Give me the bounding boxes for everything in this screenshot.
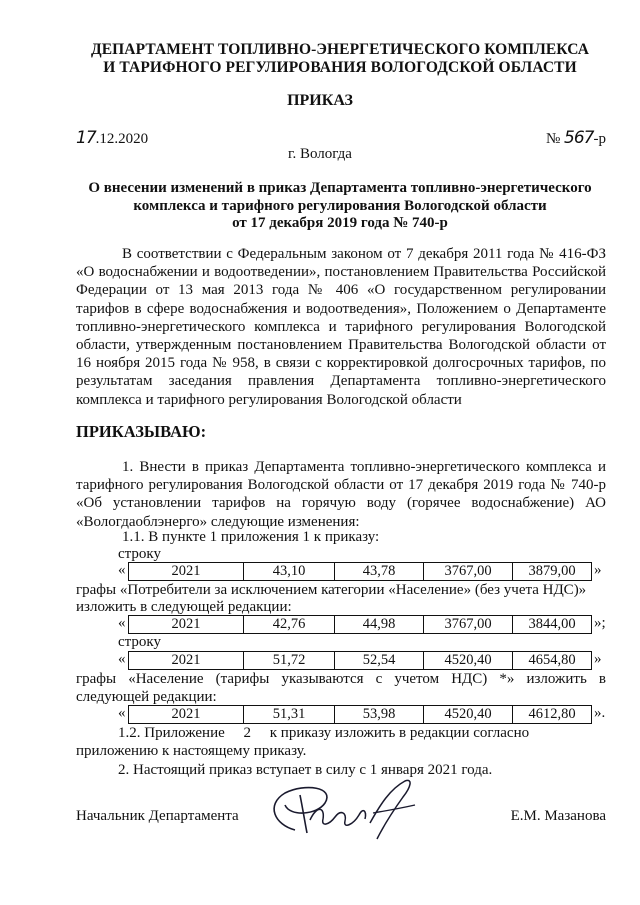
preamble-paragraph: В соответствии с Федеральным законом от 7 декабря 2011 года № 416-ФЗ «О водоснабжении и водоотведении», постановлением Правительства Российской Федерации от 13 мая 2013 года № 406 «О государственном регулировании тарифов в сфере водоснабжения и водоотведения», Положением о Департаменте топливно-энергетического комплекса и тарифного регулирования Вологодской области, утвержденным постановлением Правительства Вологодской области от 16 ноября 2015 года № 958, в связи с корректировкой долгосрочных тарифов, по результатам заседания правления Департамента топливно-энергетического комплекса и тарифного регулирования Вологодской области — [76, 246, 606, 408]
cell-value: 52,54 — [335, 652, 424, 669]
cell-value: 4654,80 — [528, 652, 576, 668]
cell-value: 43,78 — [335, 563, 424, 580]
item-2: 2. Настоящий приказ вступает в силу с 1 января 2021 года. — [118, 762, 493, 778]
cell-value: 4520,40 — [424, 706, 513, 723]
document-page: ДЕПАРТАМЕНТ ТОПЛИВНО-ЭНЕРГЕТИЧЕСКОГО КОМПЛЕКСА И ТАРИФНОГО РЕГУЛИРОВАНИЯ ВОЛОГОДСКОЙ ОБЛАСТИ ПРИКАЗ 17.12.2020 № 567-р г. Вологда О внесении изменений в приказ Департамента топливно-энергетического комплекса и тарифного регулирования Вологодской области от 17 декабря 2019 года № 740-р В соответствии с Федеральным законом от 7 декабря 2011 года № 416-ФЗ «О водоснабжении и водоотведении», постановлением Правительства Российской Федерации от 13 мая 2013 года № 406 «О государственном регулировании тарифов в сфере водоснабжения и водоотведения», Положением о Департаменте топливно-энергетического комплекса и тарифного регулирования Вологодской области, утвержденным постановлением Правительства Вологодской области от 16 ноября 2015 года № 958, в связи с корректировкой долгосрочных тарифов, по результатам заседания правления Департамента топливно-энергетического комплекса и тарифного регулирования Вологодской области ПРИКАЗЫВАЮ: 1. Внести в приказ Департамента топливно-энергетического комплекса и тарифного регулирования Вологодской области от 17 декабря 2019 года № 740-р «Об установлении тарифов на горячую воду (горячее водоснабжение) АО «Вологдаоблэнерго» следующие изменения: 1.1. В пункте 1 приложения 1 к приказу: строку « 2021 43,10 43,78 3767,00 3879,00 » графы «Потребители за исключением категории «Население» (без учета НДС)» изложить в следующей редакции: « 2021 42,76 44,98 3767,00 3844,00 »; строку « 2021 51,72 52,54 4520,40 4654,80 » графы «Население (тарифы указываются с учетом НДС) *» изложить в следующей редакции: « 2021 51,31 53,98 4520,40 4612,80 ». 1.2. Приложение 2 к приказу изложить в редакции согласно приложению к настоящему приказу. 2. Настоящий приказ вступает в силу с 1 января 2021 года. Начальник Департамента Е.М. Мазанова — [0, 0, 640, 905]
cell-year: 2021 — [129, 563, 244, 580]
signer-name: Е.М. Мазанова — [510, 808, 606, 824]
graph-text-2: графы «Население (тарифы указываются с учетом НДС) *» изложить в — [76, 671, 606, 687]
document-number: № 567-р — [545, 128, 606, 148]
item-1-2-line1: 1.2. Приложение 2 к приказу изложить в редакции согласно — [118, 725, 530, 741]
signer-title: Начальник Департамента — [76, 808, 239, 824]
document-type: ПРИКАЗ — [287, 92, 353, 109]
cell-value: 3879,00 — [528, 563, 576, 579]
document-subject: О внесении изменений в приказ Департамента топливно-энергетического комплекса и тарифного регулирования Вологодской области от 17 декабря 2019 года № 740-р — [88, 180, 592, 231]
handwritten-number: 567 — [564, 128, 594, 148]
city: г. Вологда — [288, 146, 352, 162]
cell-value: 53,98 — [335, 706, 424, 723]
cell-value: 51,72 — [244, 652, 335, 669]
cell-value: 3767,00 — [424, 563, 513, 580]
edit-text-2: следующей редакции: — [76, 689, 217, 705]
handwritten-signature — [255, 775, 425, 845]
cell-value: 3767,00 — [424, 616, 513, 633]
department-name-line1: ДЕПАРТАМЕНТ ТОПЛИВНО-ЭНЕРГЕТИЧЕСКОГО КОМПЛЕКСА — [90, 41, 590, 58]
cell-year: 2021 — [129, 652, 244, 669]
cell-year: 2021 — [129, 706, 244, 723]
cell-year: 2021 — [129, 616, 244, 633]
item-1-1: 1.1. В пункте 1 приложения 1 к приказу: — [122, 529, 380, 545]
item-1-paragraph: 1. Внести в приказ Департамента топливно-энергетического комплекса и тарифного регулирования Вологодской области от 17 декабря 2019 года № 740-р «Об установлении тарифов на горячую воду (горячее водоснабжение) АО «Вологдаоблэнерго» следующие изменения: — [76, 459, 606, 530]
cell-value: 44,98 — [335, 616, 424, 633]
handwritten-day: 17 — [76, 128, 96, 148]
cell-value: 4612,80 — [528, 706, 576, 722]
item-1-2-line2: приложению к настоящему приказу. — [76, 743, 307, 759]
edit-text-1: изложить в следующей редакции: — [76, 599, 292, 615]
cell-value: 42,76 — [244, 616, 335, 633]
stroku-label-2: строку — [118, 634, 161, 650]
cell-value: 51,31 — [244, 706, 335, 723]
document-date: 17.12.2020 — [76, 128, 149, 148]
cell-value: 43,10 — [244, 563, 335, 580]
stroku-label-1: строку — [118, 546, 161, 562]
cell-value: 4520,40 — [424, 652, 513, 669]
cell-value: 3844,00 — [528, 616, 576, 632]
department-name-line2: И ТАРИФНОГО РЕГУЛИРОВАНИЯ ВОЛОГОДСКОЙ ОБЛАСТИ — [103, 59, 577, 76]
graph-text-1: графы «Потребители за исключением категории «Население» (без учета НДС)» — [76, 582, 587, 598]
order-word: ПРИКАЗЫВАЮ: — [76, 422, 207, 441]
